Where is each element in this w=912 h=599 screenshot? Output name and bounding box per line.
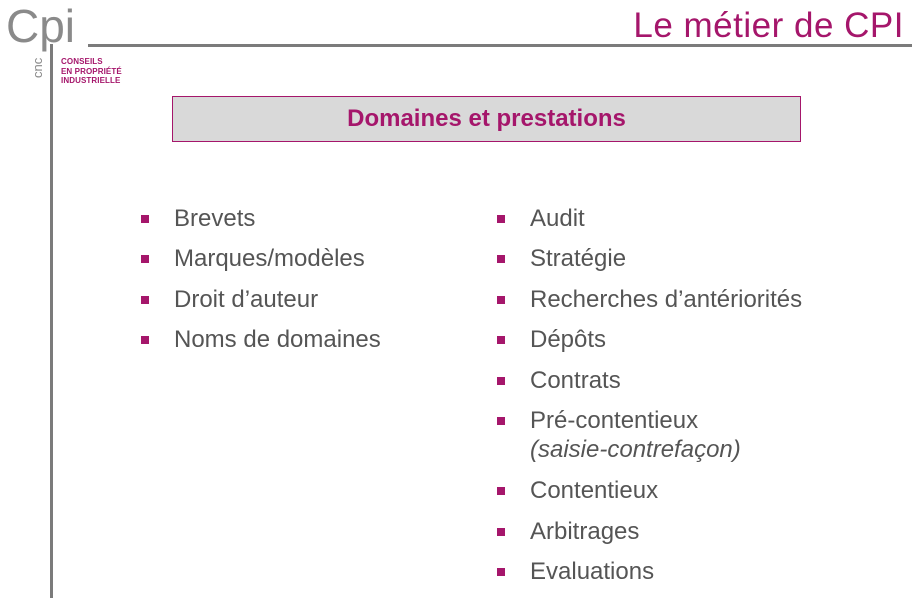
logo-tagline-line: INDUSTRIELLE [61,76,121,85]
list-item [141,326,381,354]
logo-tagline-line: CONSEILS [61,57,103,66]
list-item [141,245,381,273]
square-bullet-icon [497,377,505,385]
list-item [141,286,381,314]
list-item-label: Pré-contentieux [530,406,699,434]
left-rule [50,44,53,598]
square-bullet-icon [141,255,149,263]
list-item [497,367,802,395]
list-item [497,245,802,273]
list-item [497,477,802,505]
square-bullet-icon [141,215,149,223]
list-item-label: Brevets [174,205,256,232]
list-item [497,518,802,546]
list-item-label: Droit d’auteur [174,285,319,313]
logo-vertical-text: cnc [30,57,45,78]
list-item-label: Marques/modèles [174,245,365,273]
list-item [497,286,802,314]
cpi-logo [0,0,150,96]
list-item-subtext: (saisie-contrefaçon) [530,435,741,463]
list-item-label: Dépôts [530,326,607,354]
services-list [497,205,802,599]
square-bullet-icon [497,255,505,263]
slide-title: Le métier de CPI [633,6,904,45]
square-bullet-icon [497,336,505,344]
logo-tagline-line: EN PROPRIÉTÉ [61,66,122,76]
square-bullet-icon [497,528,505,536]
square-bullet-icon [497,296,505,304]
list-item-label: Contrats [530,366,621,394]
list-item-label: Recherches d’antériorités [530,285,803,313]
list-item [497,205,802,233]
list-item [497,326,802,354]
square-bullet-icon [497,568,505,576]
list-item-label: Stratégie [530,245,627,273]
square-bullet-icon [497,487,505,495]
square-bullet-icon [497,417,505,425]
square-bullet-icon [141,336,149,344]
list-item-label: Evaluations [530,558,655,586]
square-bullet-icon [141,296,149,304]
list-item-label: Arbitrages [530,517,640,545]
list-item [141,205,381,233]
logo-tagline [61,57,122,86]
section-header-box [172,96,801,142]
section-title: Domaines et prestations [347,105,626,132]
list-item-label: Contentieux [530,477,659,505]
logo-wordmark: Cpi [6,4,76,52]
list-item [497,407,802,465]
list-item-label: Audit [530,205,585,232]
list-item-label: Noms de domaines [174,326,381,354]
list-item [497,558,802,586]
domains-list [141,205,381,367]
square-bullet-icon [497,215,505,223]
